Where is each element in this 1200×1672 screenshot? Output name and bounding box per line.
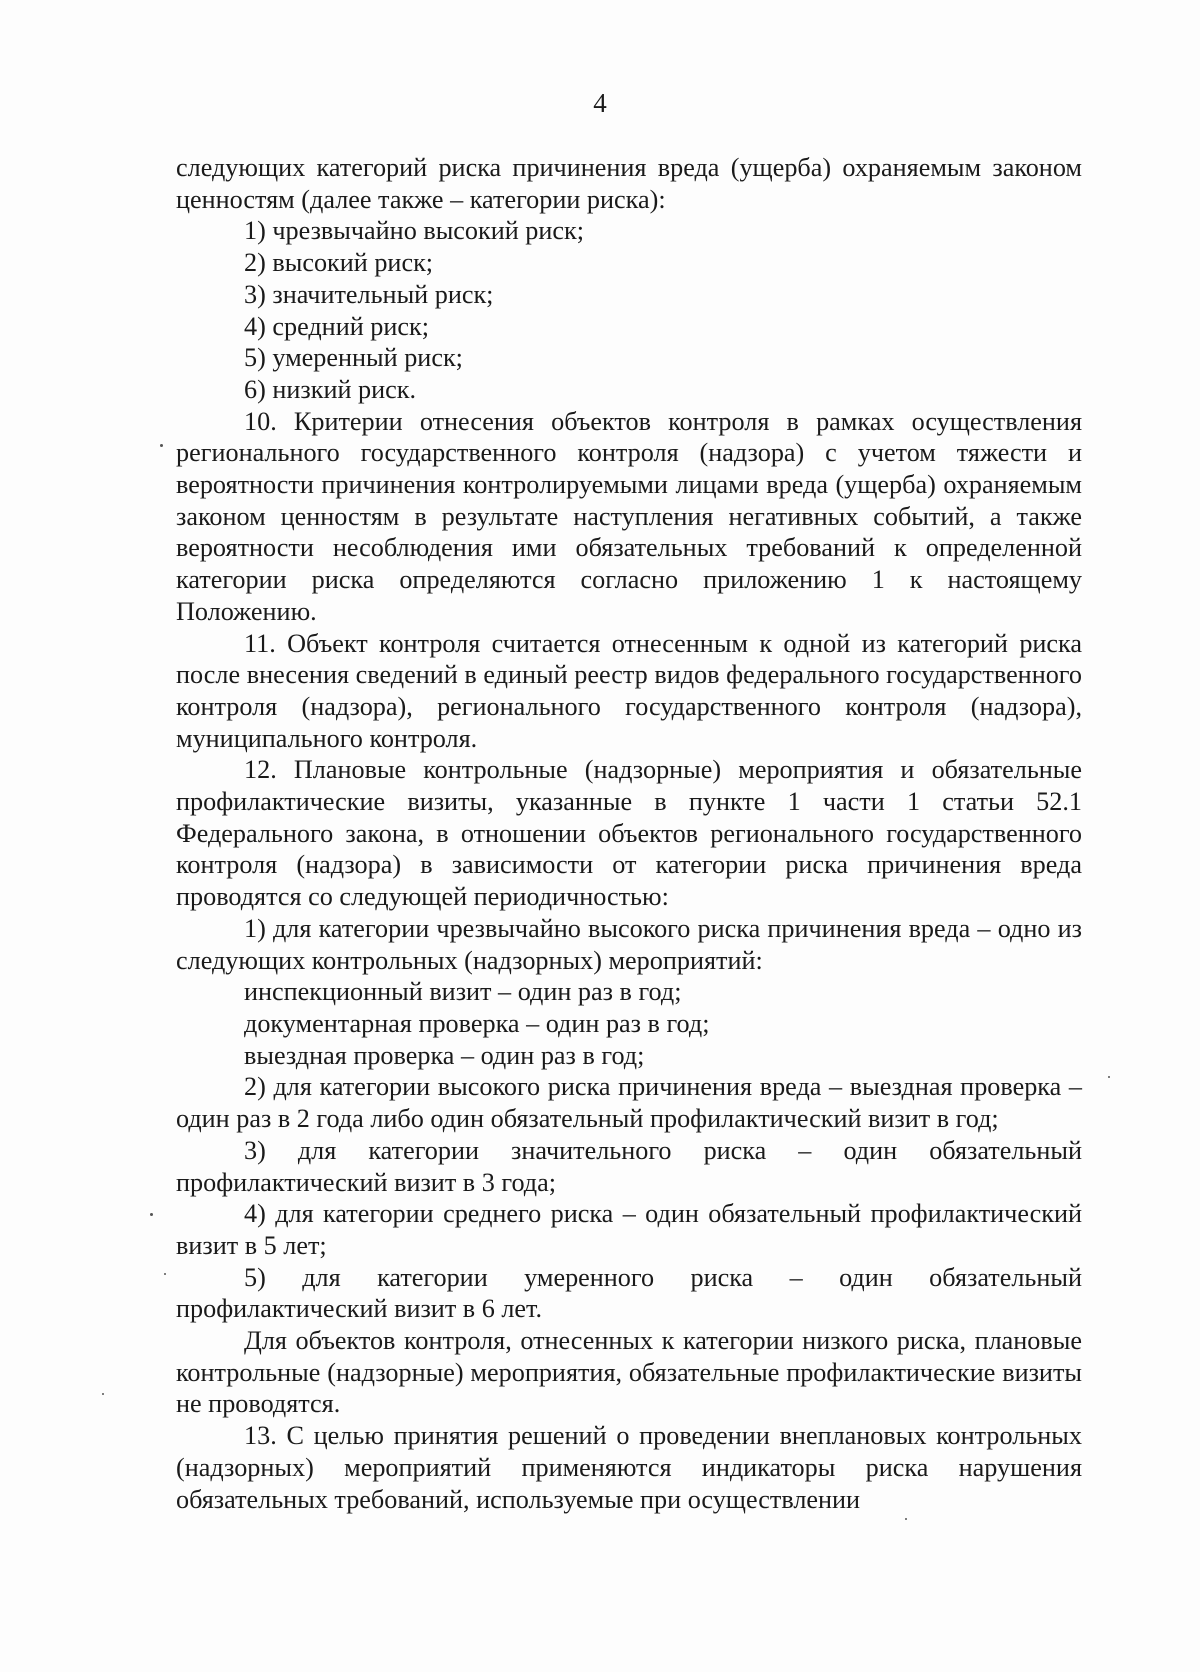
scan-speck: [102, 1393, 104, 1395]
paragraph-12: 12. Плановые контрольные (надзорные) мероприятия и обязательные профилактические визиты, указанные в пункте 1 части 1 статьи 52.1 Федерального закона, в отношении объектов регионального государственного контроля (надзора) в зависимости от категории риска причинения вреда проводятся со следующей периодичностью:: [176, 755, 1082, 912]
scan-speck: [150, 1213, 153, 1216]
list-item: 6) низкий риск.: [244, 374, 417, 404]
list-item: 3) значительный риск;: [244, 279, 494, 309]
list-item: документарная проверка – один раз в год;: [244, 1008, 710, 1038]
list-item: 4) средний риск;: [244, 311, 430, 341]
paragraph-12-item-4: 4) для категории среднего риска – один обязательный профилактический визит в 5 лет;: [176, 1199, 1082, 1260]
paragraph-12-item-1: 1) для категории чрезвычайно высокого риска причинения вреда – одно из следующих контрольных (надзорных) мероприятий:: [176, 913, 1082, 975]
list-item: 1) чрезвычайно высокий риск;: [244, 216, 585, 246]
list-item: инспекционный визит – один раз в год;: [244, 977, 682, 1007]
scan-speck: [905, 1518, 907, 1520]
paragraph-intro: следующих категорий риска причинения вреда (ущерба) охраняемым законом ценностям (далее также – категории риска):: [176, 153, 1082, 214]
document-body: [176, 152, 1082, 1515]
paragraph-11: 11. Объект контроля считается отнесенным к одной из категорий риска после внесения сведений в единый реестр видов федерального государственного контроля (надзора), регионального государственного контроля (надзора), муниципального контроля.: [176, 628, 1082, 753]
list-item: 5) умеренный риск;: [244, 343, 463, 373]
paragraph-12-item-5: 5) для категории умеренного риска – один обязательный профилактический визит в 6 лет.: [176, 1262, 1082, 1324]
paragraph-13: 13. С целью принятия решений о проведении внеплановых контрольных (надзорных) мероприятий применяются индикаторы риска нарушения обязательных требований, используемые при осуществлении: [176, 1421, 1082, 1514]
paragraph-low-risk: Для объектов контроля, отнесенных к категории низкого риска, плановые контрольные (надзорные) мероприятия, обязательные профилактические визиты не проводятся.: [176, 1326, 1082, 1419]
paragraph-12-item-2: 2) для категории высокого риска причинения вреда – выездная проверка – один раз в 2 года либо один обязательный профилактический визит в год;: [176, 1072, 1082, 1134]
list-item: выездная проверка – один раз в год;: [244, 1040, 645, 1070]
scan-speck: [160, 444, 163, 447]
paragraph-10: 10. Критерии отнесения объектов контроля в рамках осуществления регионального государственного контроля (надзора) с учетом тяжести и вероятности причинения контролируемыми лицами вреда (ущерба) охраняемым законом ценностям в результате наступления негативных событий, а также вероятности несоблюдения ими обязательных требований к определенной категории риска определяются согласно приложению 1 к настоящему Положению.: [176, 406, 1082, 626]
scan-speck: [1108, 1076, 1110, 1078]
list-item: 2) высокий риск;: [244, 248, 434, 278]
page-number: 4: [593, 88, 607, 118]
scan-speck: [164, 1273, 166, 1275]
paragraph-12-item-3: 3) для категории значительного риска – один обязательный профилактический визит в 3 года;: [176, 1135, 1082, 1197]
